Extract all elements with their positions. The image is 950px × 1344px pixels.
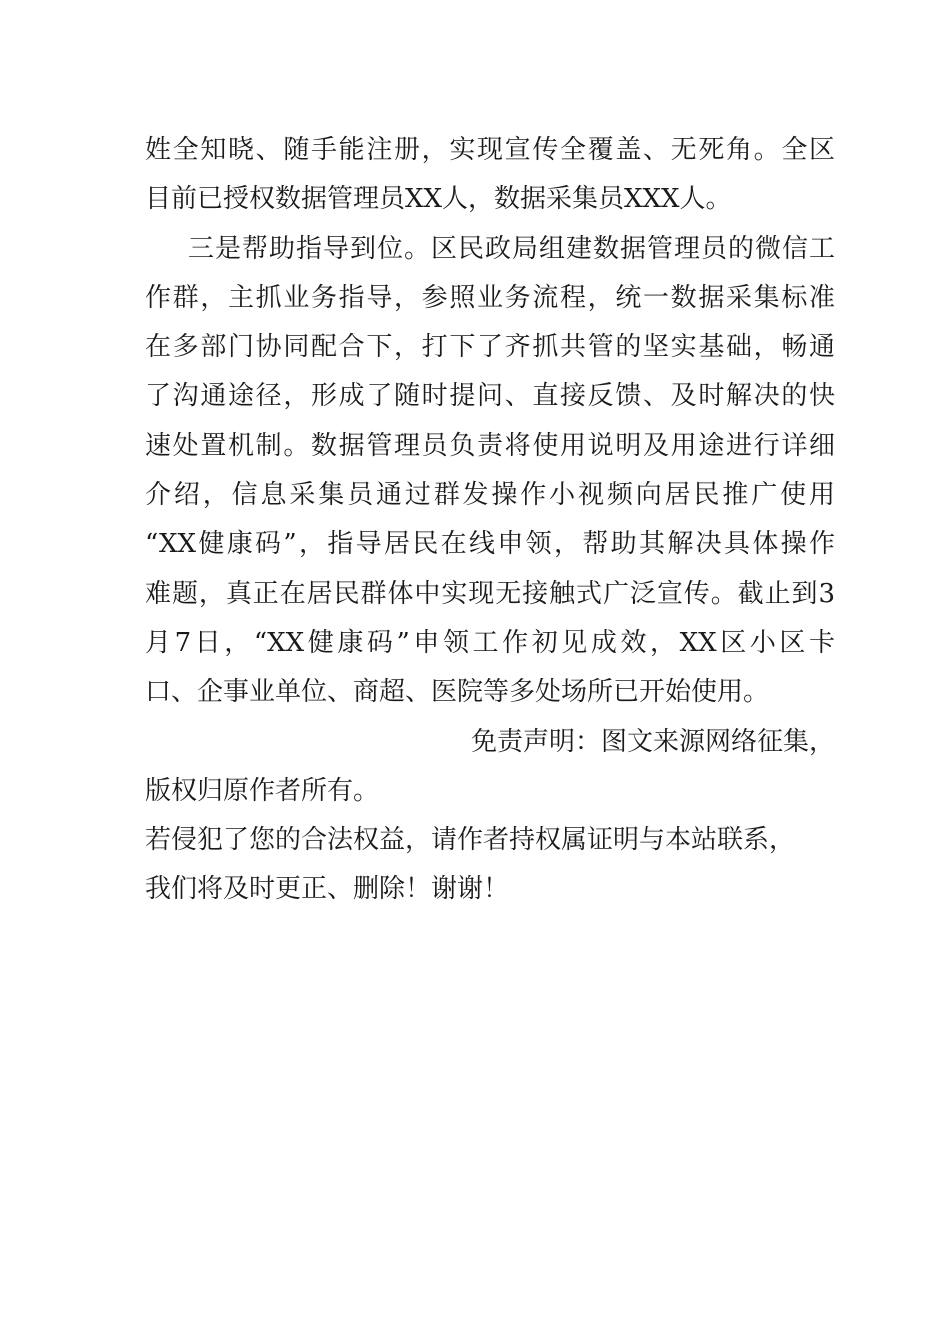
paragraph-line: 姓全知晓、随手能注册，实现宣传全覆盖、无死角。全区 (145, 135, 835, 165)
disclaimer-line: 我们将及时更正、删除！谢谢！ (145, 874, 510, 905)
paragraph-line: 目前已授权数据管理员XX人，数据采集员XXX人。 (145, 184, 732, 215)
paragraph-line: 三是帮助指导到位。区民政局组建数据管理员的微信工 (188, 233, 835, 264)
paragraph-line: 难题，真正在居民群体中实现无接触式广泛宣传。截止到3 (145, 578, 835, 609)
paragraph-line: “XX健康码”，指导居民在线申领，帮助其解决具体操作 (145, 529, 835, 560)
paragraph-line: 介绍，信息采集员通过群发操作小视频向居民推广使用 (145, 480, 835, 511)
paragraph-line: 在多部门协同配合下，打下了齐抓共管的坚实基础，畅通 (145, 332, 835, 363)
paragraph-line: 月7日，“XX健康码”申领工作初见成效，XX区小区卡 (145, 627, 835, 658)
paragraph-line: 作群，主抓业务指导，参照业务流程，统一数据采集标准 (145, 282, 835, 313)
paragraph-line: 速处置机制。数据管理员负责将使用说明及用途进行详细 (145, 430, 835, 461)
document-body (145, 126, 835, 915)
disclaimer-line: 版权归原作者所有。 (145, 775, 380, 806)
paragraph-line: 口、企事业单位、商超、医院等多处场所已开始使用。 (145, 677, 770, 708)
disclaimer-line: 若侵犯了您的合法权益，请作者持权属证明与本站联系， (145, 825, 796, 856)
paragraph-line: 了沟通途径，形成了随时提问、直接反馈、及时解决的快 (145, 381, 835, 412)
disclaimer-line: 免责声明：图文来源网络征集， (470, 726, 835, 757)
